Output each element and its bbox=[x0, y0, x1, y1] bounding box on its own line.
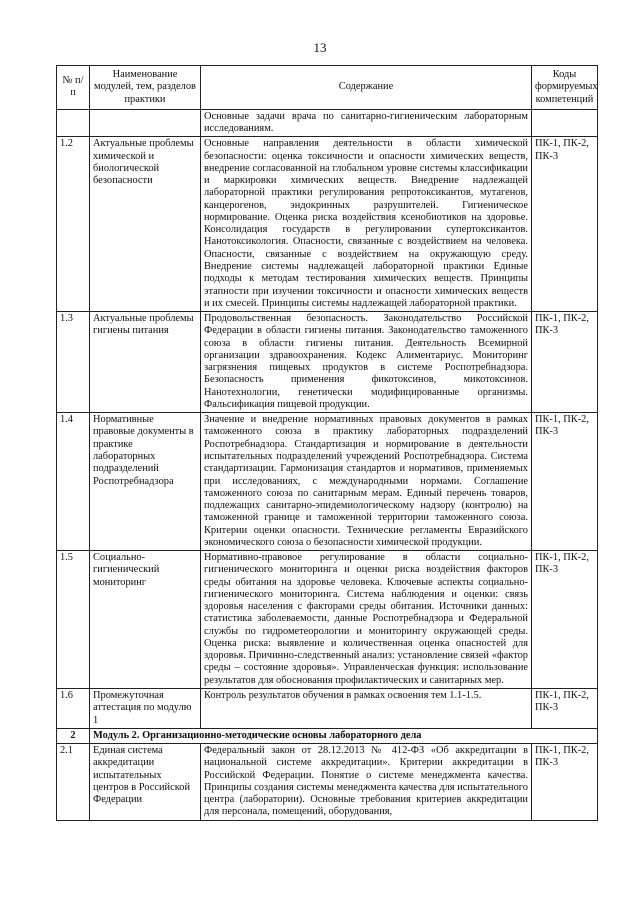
cell-num: 1.3 bbox=[57, 312, 90, 413]
cell-content: Нормативно-правовое регулирование в области социально-гигиенического мониторинга и оценки риска воздействия факторов среды обитания на здоровье человека. Ключевые аспекты социально-гигиенического мониторинга. Система наблюдения и оценки: связь здоровья населения с факторами среды обитания. Источники данных: статистика заболеваемости, данные Роспотребнадзора и Федеральной службы по гидрометеорологии и мониторингу окружающей среды. Оценка риска: выявление и количественная оценка опасностей для здоровья. Причинно-следственный анализ: установление связей «фактор среды – состояние здоровья». Управленческая функция: использование результатов для обоснования профилактических и санитарных мер. bbox=[201, 551, 532, 689]
cell-num: 1.4 bbox=[57, 413, 90, 551]
cell-codes: ПК-1, ПК-2, ПК-3 bbox=[532, 689, 598, 729]
cell-content: Федеральный закон от 28.12.2013 № 412-ФЗ «Об аккредитации в национальной системе аккредитации». Критерии аккредитации в Российской Федерации. Понятие о системе менеджмента качества. Принципы создания системы менеджмента качества для испытательного центра (лаборатории). Основные требования критериев аккредитации для персонала, помещений, оборудования, bbox=[201, 744, 532, 821]
cell-name: Актуальные проблемы химической и биологической безопасности bbox=[90, 137, 201, 312]
header-name: Наименование модулей, тем, разделов практики bbox=[90, 66, 201, 110]
cell-codes: ПК-1, ПК-2, ПК-3 bbox=[532, 551, 598, 689]
cell-num: 2.1 bbox=[57, 744, 90, 821]
header-num: № п/п bbox=[57, 66, 90, 110]
module-heading-row bbox=[57, 728, 598, 743]
table-row bbox=[57, 551, 598, 689]
cell-codes bbox=[532, 109, 598, 137]
cell-name: Актуальные проблемы гигиены питания bbox=[90, 312, 201, 413]
table-row bbox=[57, 413, 598, 551]
cell-num bbox=[57, 109, 90, 137]
curriculum-table bbox=[56, 65, 598, 821]
cell-codes: ПК-1, ПК-2, ПК-3 bbox=[532, 137, 598, 312]
cell-num: 1.6 bbox=[57, 689, 90, 729]
cell-num: 1.5 bbox=[57, 551, 90, 689]
cell-num: 1.2 bbox=[57, 137, 90, 312]
cell-codes: ПК-1, ПК-2, ПК-3 bbox=[532, 413, 598, 551]
page-number: 13 bbox=[313, 40, 327, 55]
cell-content: Продовольственная безопасность. Законодательство Российской Федерации в области гигиены питания. Законодательство таможенного союза в области гигиены питания. Деятельность Всемирной организации здравоохранения. Кодекс Алиментариус. Мониторинг загрязнения пищевых продуктов в системе Роспотребнадзора. Безопасность применения фикотоксинов, микотоксинов. Нанотехнологии, генетически модифицированные организмы. Фальсификация пищевой продукции. bbox=[201, 312, 532, 413]
cell-codes: ПК-1, ПК-2, ПК-3 bbox=[532, 744, 598, 821]
cell-name bbox=[90, 109, 201, 137]
cell-name: Промежуточная аттестация по модулю 1 bbox=[90, 689, 201, 729]
cell-content: Основные задачи врача по санитарно-гигиеническим лабораторным исследованиям. bbox=[201, 109, 532, 137]
module-title: Модуль 2. Организационно-методические основы лабораторного дела bbox=[90, 728, 598, 743]
module-number: 2 bbox=[57, 728, 90, 743]
cell-codes: ПК-1, ПК-2, ПК-3 bbox=[532, 312, 598, 413]
cell-name: Социально-гигиенический мониторинг bbox=[90, 551, 201, 689]
header-codes: Коды формируемых компетенций bbox=[532, 66, 598, 110]
cell-content: Основные направления деятельности в области химической безопасности: оценка токсичности и опасности химических веществ, внедрение согласованной на глобальном уровне системы классификации и маркировки химических веществ. Внедрение надлежащей лабораторной практики регулирования репротоксикантов, мутагенов, канцерогенов, эндокринных разрушителей. Гигиеническое нормирование. Оценка риска воздействия ксенобиотиков на здоровье. Консолидация государств в регулировании супертоксикантов. Нанотоксикология. Опасности, связанные с воздействием на человека. Опасности, связанные с воздействием на окружающую среду. Внедрение системы надлежащей лабораторной практики Единые подходы к методам тестирования химических веществ. Принципы этапности при изучении токсичности и опасности химических веществ и их смесей. Принципы системы надлежащей лабораторной практики. bbox=[201, 137, 532, 312]
table-header-row bbox=[57, 66, 598, 110]
header-content: Содержание bbox=[201, 66, 532, 110]
table-row bbox=[57, 312, 598, 413]
table-row-continuation bbox=[57, 109, 598, 137]
cell-content: Контроль результатов обучения в рамках освоения тем 1.1-1.5. bbox=[201, 689, 532, 729]
cell-name: Единая система аккредитации испытательных центров в Российской Федерации bbox=[90, 744, 201, 821]
cell-content: Значение и внедрение нормативных правовых документов в рамках таможенного союза в практику лабораторных подразделений Роспотребнадзора. Стандартизация и нормирование в деятельности испытательных подразделений учреждений Роспотребнадзора. Система стандартизации. Гармонизация стандартов и нормативов, применяемых при исследованиях, с международными нормами. Соглашение таможенного союза по санитарным мерам. Единый перечень товаров, подлежащих санитарно-эпидемиологическому надзору (контролю) на таможенной границе и таможенной территории таможенного союза. Критерии оценки опасности. Технические регламенты Евразийского экономического союза о безопасности химической продукции. bbox=[201, 413, 532, 551]
table-row bbox=[57, 137, 598, 312]
cell-name: Нормативные правовые документы в практике лабораторных подразделений Роспотребнадзора bbox=[90, 413, 201, 551]
table-row bbox=[57, 689, 598, 729]
table-row bbox=[57, 744, 598, 821]
